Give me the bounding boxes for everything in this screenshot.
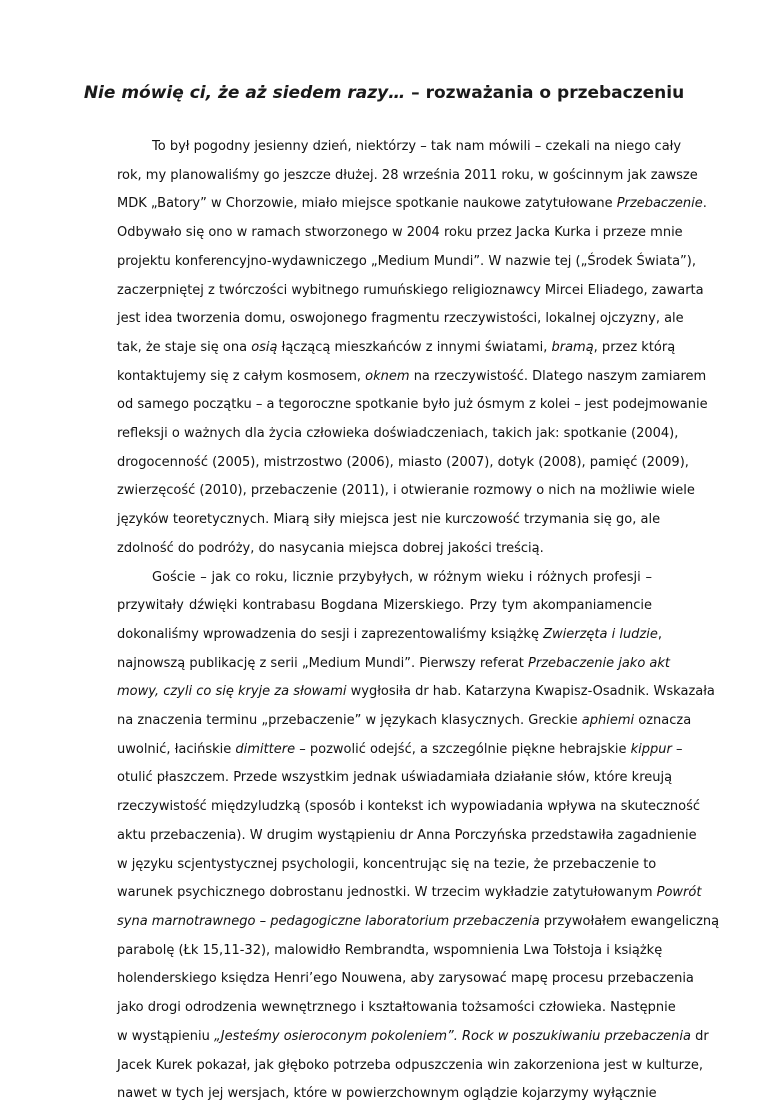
text-line: kontaktujemy się z całym kosmosem, oknem na rzeczywistość. Dlatego naszym zamiarem [117,368,707,384]
text-line: zwierzęcość (2010), przebaczenie (2011), i otwieranie rozmowy o nich na możliwie wiele [117,483,695,499]
text-line: drogocenność (2005), mistrzostwo (2006), miasto (2007), dotyk (2008), pamięć (2009), [117,454,689,470]
text-line: tak, że staje się ona osią łączącą mieszkańców z innymi światami, bramą, przez którą [117,339,676,355]
paragraph-1 [117,133,708,564]
text-line: nawet w tych jej wersjach, które w powierzchownym oglądzie kojarzymy wyłącznie [117,1086,657,1102]
text-line: rzeczywistość międzyludzką (sposób i kontekst ich wypowiadania wpływa na skuteczność [117,799,701,815]
paragraph-2 [117,564,720,1109]
text-line: zdolność do podróży, do nasycania miejsca dobrej jakości treścią. [117,540,544,556]
article-title [0,83,768,103]
text-line: w wystąpieniu „Jesteśmy osieroconym pokoleniem”. Rock w poszukiwaniu przebaczenia dr [117,1028,709,1044]
text-line: jako drogi odrodzenia wewnętrznego i kształtowania tożsamości człowieka. Następnie [117,1000,676,1016]
text-line: przywitały dźwięki kontrabasu Bogdana Mizerskiego. Przy tym akompaniamencie [117,598,652,614]
text-line: mowy, czyli co się kryje za słowami wygłosiła dr hab. Katarzyna Kwapisz-Osadnik. Wskazała [117,684,715,700]
text-line: otulić płaszczem. Przede wszystkim jednak uświadamiała działanie słów, które kreują [117,770,673,786]
text-line: uwolnić, łacińskie dimittere – pozwolić odejść, a szczególnie piękne hebrajskie kippur – [117,741,683,757]
title-rest: – rozważania o przebaczeniu [405,83,685,103]
text-line: holenderskiego księdza Henri’ego Nouwena, aby zarysować mapę procesu przebaczenia [117,971,694,987]
text-line: syna marnotrawnego – pedagogiczne laboratorium przebaczenia przywołałem ewangeliczną [117,913,720,929]
text-line: dokonaliśmy wprowadzenia do sesji i zaprezentowaliśmy książkę Zwierzęta i ludzie, [117,626,663,642]
article-body [117,133,720,1109]
text-line: warunek psychicznego dobrostanu jednostki. W trzecim wykładzie zatytułowanym Powrót [117,885,702,901]
text-line: jest idea tworzenia domu, oswojonego fragmentu rzeczywistości, lokalnej ojczyzny, ale [117,311,684,327]
text-line: Goście – jak co roku, licznie przybyłych, w różnym wieku i różnych profesji – [152,569,652,585]
text-line: najnowszą publikację z serii „Medium Mundi”. Pierwszy referat Przebaczenie jako akt [117,655,670,671]
text-line: To był pogodny jesienny dzień, niektórzy – tak nam mówili – czekali na niego cały [152,139,682,154]
text-line: refleksji o ważnych dla życia człowieka doświadczeniach, takich jak: spotkanie (2004), [117,426,679,442]
text-line: parabolę (Łk 15,11-32), malowidło Rembrandta, wspomnienia Lwa Tołstoja i książkę [117,942,663,958]
text-line: języków teoretycznych. Miarą siły miejsca jest nie kurczowość trzymania się go, ale [117,512,661,528]
text-line: MDK „Batory” w Chorzowie, miało miejsce spotkanie naukowe zatytułowane Przebaczenie. [117,196,707,212]
text-line: projektu konferencyjno-wydawniczego „Medium Mundi”. W nazwie tej („Środek Świata”), [117,253,696,269]
text-line: aktu przebaczenia). W drugim wystąpieniu dr Anna Porczyńska przedstawiła zagadnienie [117,827,697,843]
text-line: na znaczenia terminu „przebaczenie” w językach klasycznych. Greckie aphiemi oznacza [117,713,692,729]
text-line: zaczerpniętej z twórczości wybitnego rumuńskiego religioznawcy Mircei Eliadego, zawarta [117,282,704,298]
text-line: od samego początku – a tegoroczne spotkanie było już ósmym z kolei – jest podejmowanie [117,397,708,413]
title-italic-part: Nie mówię ci, że aż siedem razy… [83,83,406,103]
text-line: rok, my planowaliśmy go jeszcze dłużej. 28 września 2011 roku, w gościnnym jak zawsze [117,167,698,183]
text-line: w języku scjentystycznej psychologii, koncentrując się na tezie, że przebaczenie to [117,856,657,872]
text-line: Jacek Kurek pokazał, jak głęboko potrzeba odpuszczenia win zakorzeniona jest w kulturze, [117,1057,703,1073]
text-line: Odbywało się ono w ramach stworzonego w 2004 roku przez Jacka Kurka i przeze mnie [117,225,683,241]
